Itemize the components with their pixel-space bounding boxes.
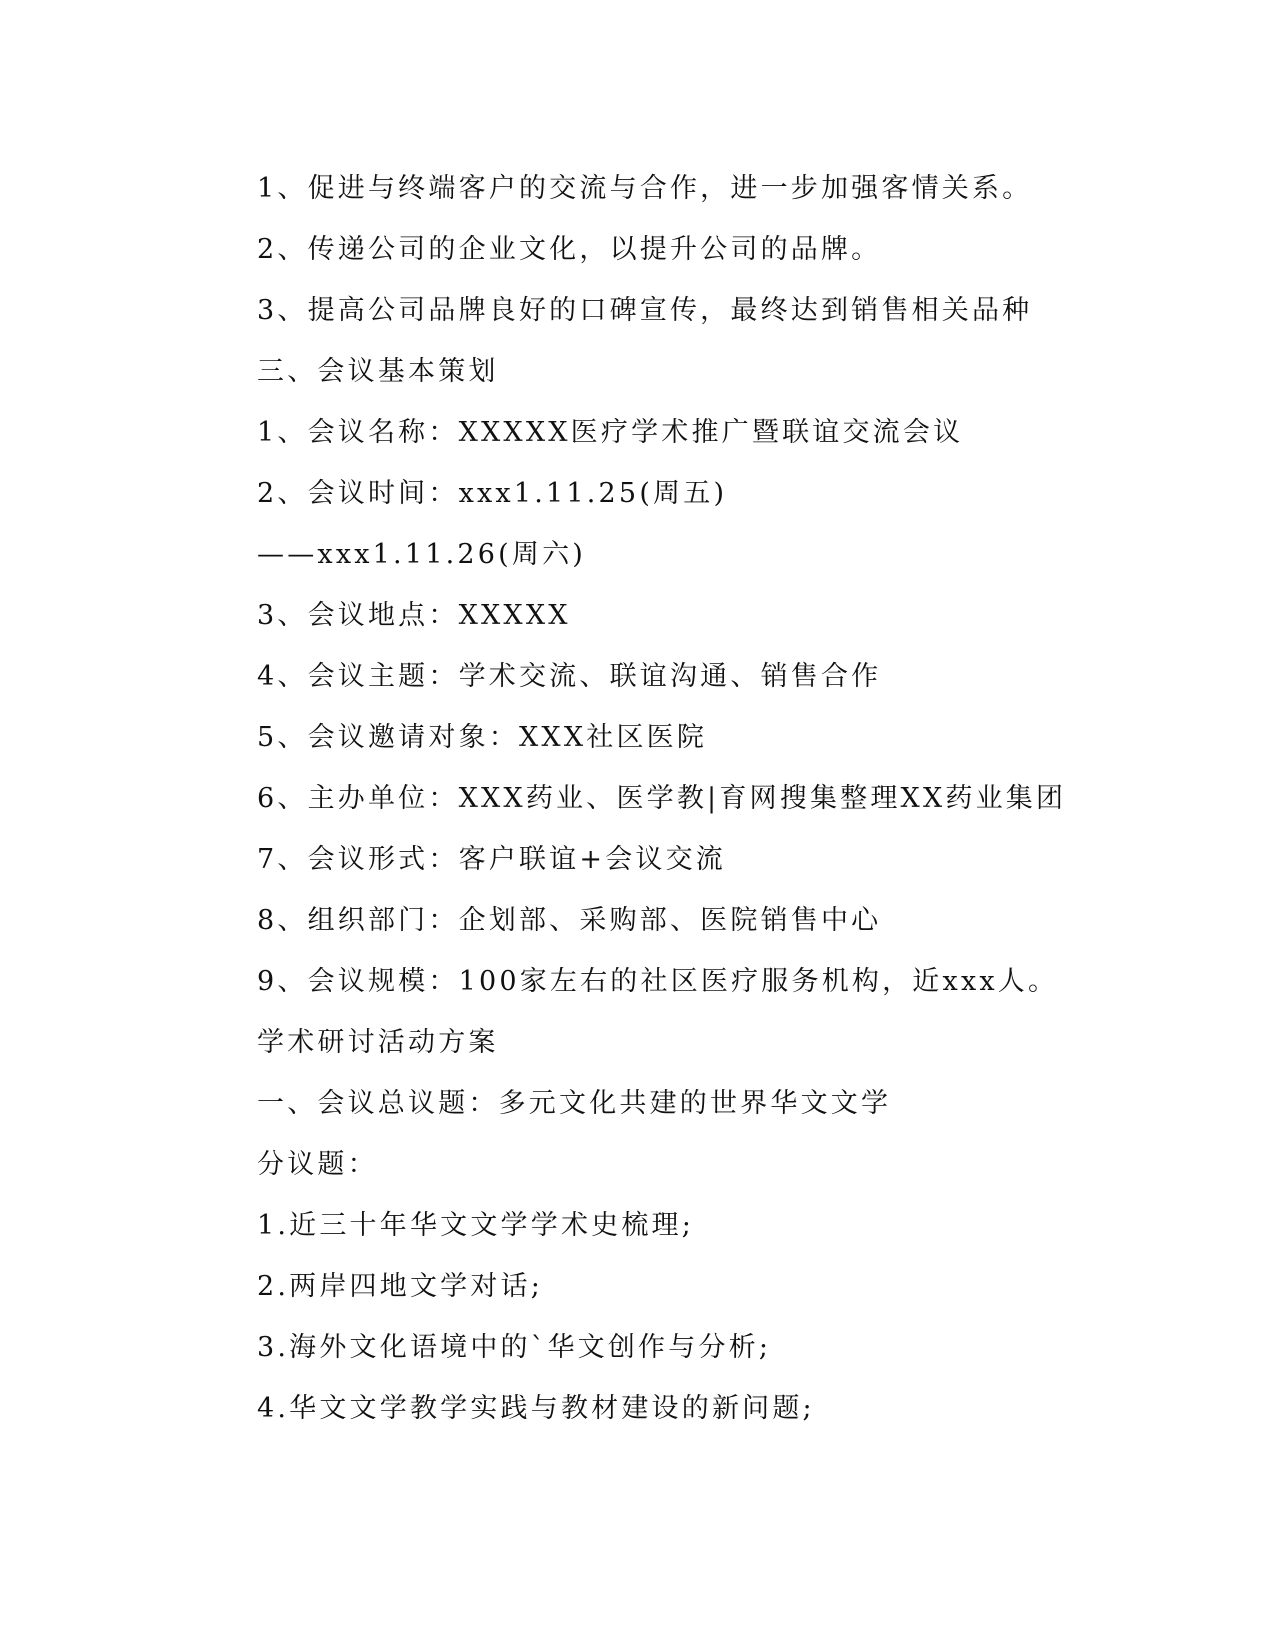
section-heading-meeting-plan: 三、会议基本策划 (257, 356, 499, 387)
goal-item-1: 1、促进与终端客户的交流与合作，进一步加强客情关系。 (257, 173, 1033, 204)
goal-item-2: 2、传递公司的企业文化，以提升公司的品牌。 (257, 234, 882, 265)
meeting-organizers: 6、主办单位：XXX药业、医学教|育网搜集整理XX药业集团 (257, 783, 1067, 814)
sub-topic-4: 4.华文文学教学实践与教材建设的新问题; (257, 1393, 815, 1424)
meeting-format: 7、会议形式：客户联谊+会议交流 (257, 844, 727, 875)
meeting-time-end: ——xxx1.11.26(周六) (257, 539, 587, 570)
sub-topic-2: 2.两岸四地文学对话; (257, 1271, 544, 1302)
goal-item-3: 3、提高公司品牌良好的口碑宣传，最终达到销售相关品种 (257, 295, 1033, 326)
sub-topics-heading: 分议题： (257, 1149, 378, 1180)
meeting-invitees: 5、会议邀请对象：XXX社区医院 (257, 722, 708, 753)
main-topic: 一、会议总议题：多元文化共建的世界华文文学 (257, 1088, 892, 1119)
meeting-location: 3、会议地点：XXXXX (257, 600, 571, 631)
meeting-name: 1、会议名称：XXXXX医疗学术推广暨联谊交流会议 (257, 417, 964, 448)
meeting-time: 2、会议时间：xxx1.11.25(周五) (257, 478, 728, 509)
organizing-departments: 8、组织部门：企划部、采购部、医院销售中心 (257, 905, 882, 936)
meeting-scale: 9、会议规模：100家左右的社区医疗服务机构，近xxx人。 (257, 966, 1059, 997)
section-title-academic-plan: 学术研讨活动方案 (257, 1027, 499, 1058)
sub-topic-3: 3.海外文化语境中的`华文创作与分析; (257, 1332, 772, 1363)
meeting-theme: 4、会议主题：学术交流、联谊沟通、销售合作 (257, 661, 882, 692)
document-body (257, 158, 1157, 1439)
sub-topic-1: 1.近三十年华文文学学术史梳理; (257, 1210, 695, 1241)
